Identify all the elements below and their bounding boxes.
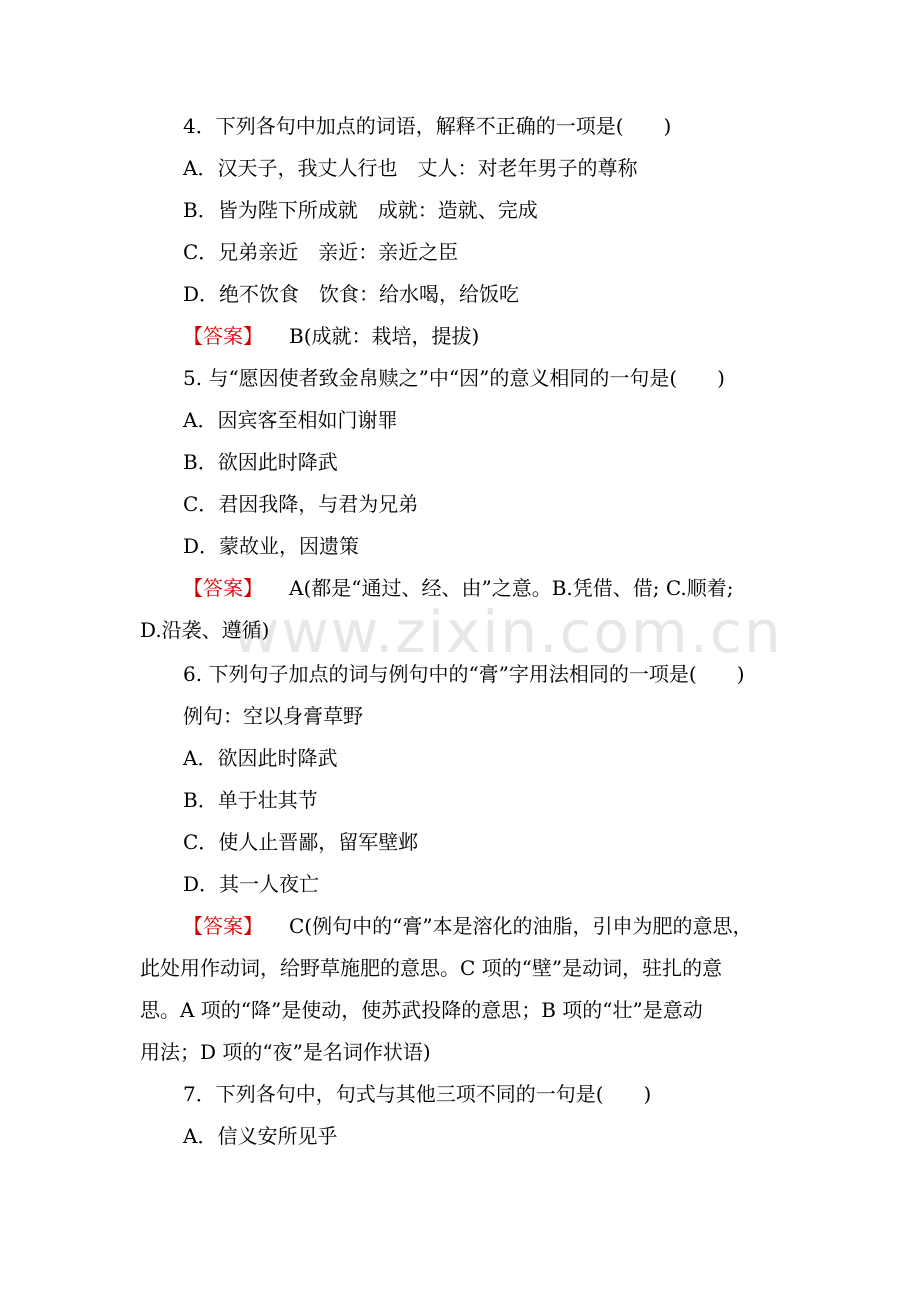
q6-option-b: B．单于壮其节: [183, 788, 318, 812]
q6-example: 例句：空以身膏草野: [183, 704, 363, 728]
q5-option-c: C．君因我降，与君为兄弟: [183, 492, 419, 516]
q5-option-b: B．欲因此时降武: [183, 450, 338, 474]
q4-answer: [183, 316, 920, 356]
q5-option-a: A．因宾客至相如门谢罪: [183, 408, 398, 432]
q6-option-c: C．使人止晋鄙，留军壁邺: [183, 830, 419, 854]
answer-tag: 【答案】: [183, 576, 263, 600]
q6-answer-line-1: [183, 906, 920, 946]
q4-option-c: C．兄弟亲近 亲近：亲近之臣: [183, 240, 459, 264]
q4-option-b: B．皆为陛下所成就 成就：造就、完成: [183, 198, 538, 222]
q7-stem: 7．下列各句中，句式与其他三项不同的一句是( ): [183, 1082, 652, 1106]
answer-text: A(都是“通过、经、由”之意。B.凭借、借; C.顺着;: [289, 576, 734, 600]
q5-answer-line-2: D.沿袭、遵循): [140, 618, 270, 642]
answer-tag: 【答案】: [183, 914, 263, 938]
q6-answer-line-3: 思。A 项的“降”是使动，使苏武投降的意思；B 项的“壮”是意动: [140, 998, 703, 1022]
q4-stem: 4．下列各句中加点的词语，解释不正确的一项是( ): [183, 114, 672, 138]
watermark: www.zixin.com.cn: [232, 598, 783, 666]
q6-option-a: A．欲因此时降武: [183, 746, 338, 770]
q6-stem: 6. 下列句子加点的词与例句中的“膏”字用法相同的一项是( ): [183, 662, 745, 686]
q4-option-a: A．汉天子，我丈人行也 丈人：对老年男子的尊称: [183, 156, 638, 180]
q6-option-d: D．其一人夜亡: [183, 872, 320, 896]
q7-option-a: A．信义安所见乎: [183, 1124, 338, 1148]
q5-option-d: D．蒙故业，因遗策: [183, 534, 360, 558]
q4-option-d: D．绝不饮食 饮食：给水喝，给饭吃: [183, 282, 520, 306]
answer-tag: 【答案】: [183, 324, 263, 348]
q5-answer-line-1: [183, 568, 920, 608]
q6-answer-line-2: 此处用作动词，给野草施肥的意思。C 项的“壁”是动词，驻扎的意: [140, 956, 723, 980]
answer-text: B(成就：栽培，提拔): [289, 324, 480, 348]
q5-stem: 5. 与“愿因使者致金帛赎之”中“因”的意义相同的一句是( ): [183, 366, 725, 390]
q6-answer-line-4: 用法；D 项的“夜”是名词作状语): [140, 1040, 431, 1064]
answer-text: C(例句中的“膏”本是溶化的油脂，引申为肥的意思，: [289, 914, 753, 938]
